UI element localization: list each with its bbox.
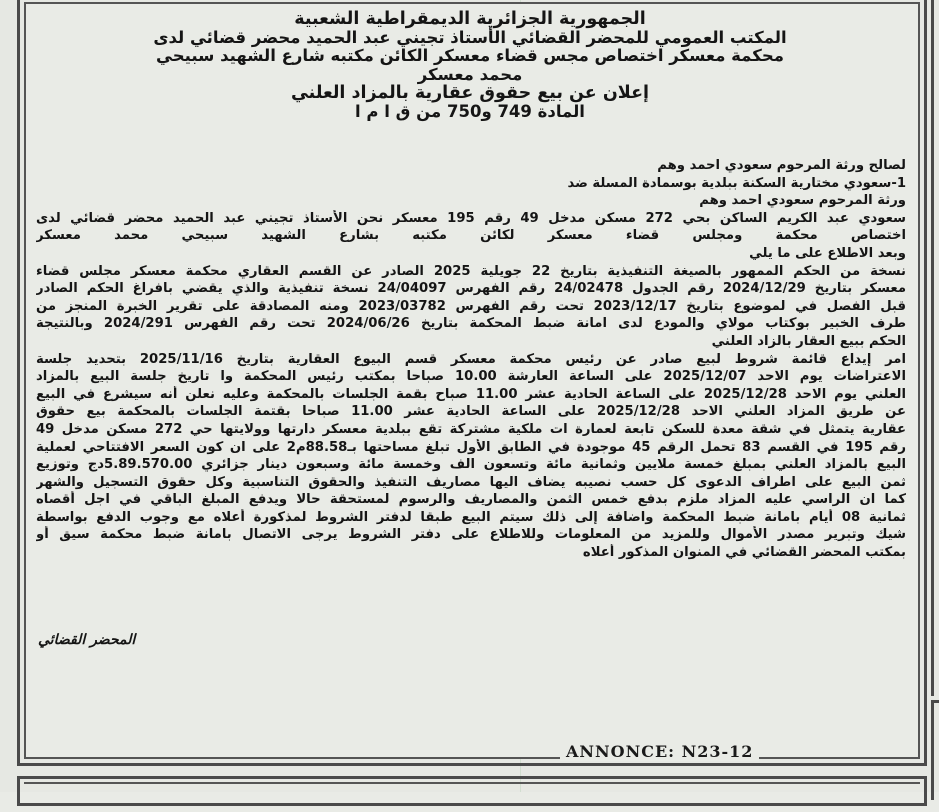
header-office-line-1: المكتب العمومي للمحضر القضائي الأستاذ تجيني عبد الحميد محضر قضائي لدى: [153, 27, 787, 47]
notice-title: إعلان عن بيع حقوق عقارية بالمزاد العلني: [290, 83, 650, 103]
body-line: شيك وتبرير مصدر الأموال وللمزيد من المعلومات وللاطلاع على دفتر الشروط يرجى الاتصال بامانة ضبط محكمة سيق أو: [36, 527, 906, 543]
body-line: لصالح ورثة المرحوم سعودي احمد وهم: [657, 158, 906, 173]
header-office-line-3: محمد معسكر: [417, 64, 523, 84]
body-line: امر إيداع قائمة شروط لبيع صادر عن رئيس محكمة معسكر قسم البيوع العقارية بتاريخ 2025/11/16 بتحديد جلسة: [36, 351, 906, 367]
header-country: الجمهورية الجزائرية الديمقراطية الشعبية: [294, 9, 646, 29]
body-line: رقم 195 في القسم 83 تحمل الرقم 45 موجودة في الطابق الأول تبلغ مساحتها بـ88.58م2 على ان كون السعر الافتتاحي لعملية: [36, 439, 906, 455]
adjacent-notice-frame-lower: [931, 700, 939, 800]
body-line: ثمن البيع على اطراف الدعوى كل حسب نصيبه يضاف اليها مصاريف التنفيذ والحقوق التناسبية وكل حقوق التسجيل والشهر: [36, 474, 906, 490]
body-line: سعودي عبد الكريم الساكن بحي 272 مسكن مدخل 49 رقم 195 معسكر نحن الأستاذ تجيني عبد الحميد محضر قضائي لدى: [36, 210, 906, 226]
body-line: ورثة المرحوم سعودي احمد وهم: [699, 193, 906, 209]
body-line: الاعتراضات يوم الاحد 2025/12/07 على الساعة العارشة 10.00 صباحا بمكتب رئيس المحكمة وا تاريخ جلسة البيع بالمزاد: [36, 369, 906, 385]
notice-body: [36, 157, 906, 562]
body-line: اختصاص محكمة ومجلس قضاء معسكر لكائن مكتبه بشارع الشهيد سبيحي محمد معسكر: [36, 228, 906, 244]
body-line: ثمانية 08 أيام بامانة ضبط المحكمة واضافة إلى ذلك سيتم البيع طبقا لدفتر الشروط لمذكورة أعلاه مع وجوب الدفع بواسطة: [36, 509, 906, 525]
body-line: 1-سعودي مختارية السكنة ببلدية بوسمادة المسلة ضد: [567, 175, 906, 191]
body-line: معسكر بتاريخ 2024/12/29 رقم الجدول 24/02478 رقم الفهرس 24/04097 نسخة تنفيذية والذي يقضي بافراغ الحكم الصادر: [36, 281, 906, 297]
annonce-reference: ANNONCE: N23-12: [560, 742, 759, 761]
body-line: وبعد الاطلاع على ما يلي: [749, 245, 906, 261]
body-line: قبل الفصل في لموضوع بتاريخ 2023/12/17 تحت رقم الفهرس 2023/03782 ومنه المصادقة على تقرير الخبرة المنجز من: [36, 298, 906, 314]
adjacent-notice-frame: [931, 0, 939, 696]
body-line: البيع بالمزاد العلني بمبلغ خمسة ملايين وثمانية مائة وتسعون الف وخمسة مائة وسبعون دينار جزائري 5.89.570.00دج وتوزيع: [36, 457, 906, 473]
next-notice-frame-inner: [24, 782, 920, 812]
body-line: طرف الخبير بوكتاب مولاي والمودع لدى امانة ضبط المحكمة بتاريخ 2024/06/26 تحت رقم الفهرس 2024/291 وبالنتيجة: [36, 316, 906, 332]
header-office-line-2: محكمة معسكر اختصاص مجس قضاء معسكر الكائن مكتبه شارع الشهيد سبيحي: [156, 46, 784, 65]
signature: المحضر القضائي: [38, 632, 136, 648]
body-line: عن طريق المزاد العلني الاحد 2025/12/28 على الساعة الحادية عشر 11.00 صباحا بقتمة الجلسات بالمحكمة بيع حقوق: [36, 404, 906, 420]
notice-header: [40, 10, 900, 121]
body-line: الحكم ببيع العقار بالزاد العلني: [711, 333, 906, 349]
body-line: عقارية يتمثل في شقة معدة للسكن تابعة لعمارة ات ملكية مشتركة تقع ببلدية معسكر دارتها وولايتها حي 272 مسكن مدخل 49: [36, 421, 906, 437]
body-line: كما ان الراسي عليه المزاد ملزم بدفع خمس الثمن والمصاريف والرسوم لمستحقة حالا ويدفع المبلغ الباقي في اجل أقصاه: [36, 492, 906, 508]
body-line: نسخة من الحكم الممهور بالصيغة التنفيذية بتاريخ 22 جويلية 2025 الصادر عن القسم العقاري محكمة معسكر مجلس قضاء: [36, 263, 906, 279]
body-line: العلني يوم الاحد 2025/12/28 على الساعة الحادية عشر 11.00 صباح بقمة الجلسات بالمحكمة وعليه نعلن أنه سيشرع في البيع: [36, 386, 906, 402]
legal-article: المادة 749 و750 من ق ا م ا: [355, 101, 585, 121]
body-line: بمكتب المحضر القضائي في المنوان المذكور أعلاه: [582, 545, 906, 561]
